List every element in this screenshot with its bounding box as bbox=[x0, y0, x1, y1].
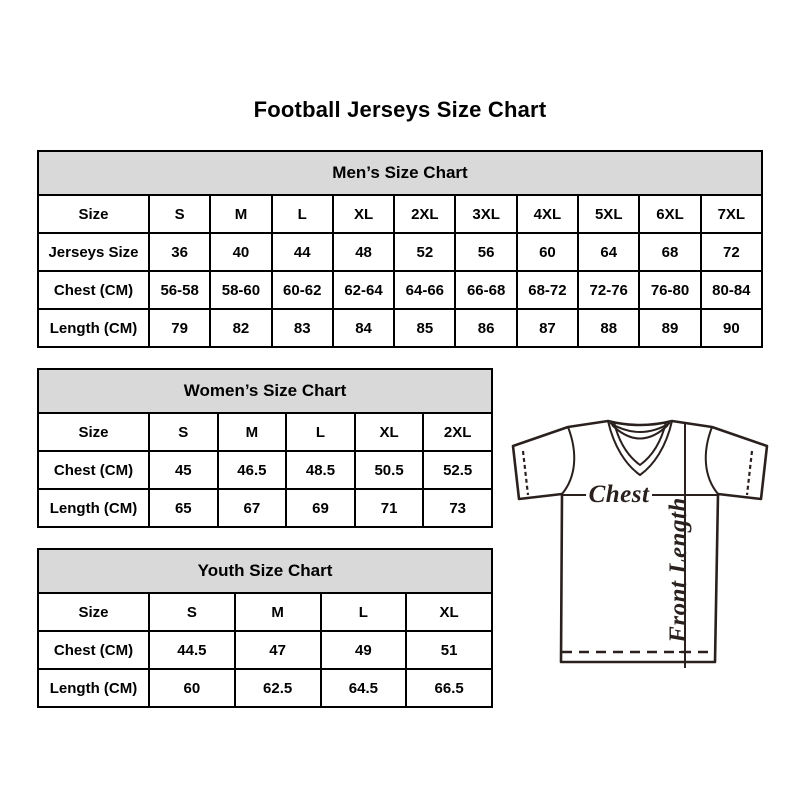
mens-cell: 3XL bbox=[455, 195, 516, 233]
mens-row-header: Chest (CM) bbox=[38, 271, 149, 309]
mens-row-header: Size bbox=[38, 195, 149, 233]
youth-cell: 51 bbox=[406, 631, 492, 669]
chest-label: Chest bbox=[588, 481, 650, 508]
womens-table-row bbox=[38, 489, 492, 527]
womens-cell: 65 bbox=[149, 489, 218, 527]
youth-cell: L bbox=[321, 593, 407, 631]
mens-cell: 40 bbox=[210, 233, 271, 271]
mens-cell: 64 bbox=[578, 233, 639, 271]
youth-table-row bbox=[38, 593, 492, 631]
mens-cell: 2XL bbox=[394, 195, 455, 233]
mens-cell: 62-64 bbox=[333, 271, 394, 309]
right-sleeve-seam bbox=[706, 427, 718, 494]
mens-row-header: Length (CM) bbox=[38, 309, 149, 347]
youth-size-table bbox=[37, 548, 493, 708]
womens-cell: 52.5 bbox=[423, 451, 492, 489]
mens-cell: 44 bbox=[272, 233, 333, 271]
womens-cell: 67 bbox=[218, 489, 287, 527]
mens-cell: 82 bbox=[210, 309, 271, 347]
womens-row-header: Size bbox=[38, 413, 149, 451]
mens-cell: M bbox=[210, 195, 271, 233]
mens-cell: S bbox=[149, 195, 210, 233]
mens-cell: 56-58 bbox=[149, 271, 210, 309]
left-sleeve-seam bbox=[562, 427, 574, 494]
youth-cell: S bbox=[149, 593, 235, 631]
mens-size-table bbox=[37, 150, 763, 348]
womens-cell: XL bbox=[355, 413, 424, 451]
youth-cell: M bbox=[235, 593, 321, 631]
womens-cell: L bbox=[286, 413, 355, 451]
womens-table bbox=[37, 368, 493, 528]
mens-cell: 85 bbox=[394, 309, 455, 347]
youth-cell: 44.5 bbox=[149, 631, 235, 669]
mens-cell: 76-80 bbox=[639, 271, 700, 309]
mens-cell: 66-68 bbox=[455, 271, 516, 309]
mens-cell: 64-66 bbox=[394, 271, 455, 309]
page-title: Football Jerseys Size Chart bbox=[253, 97, 547, 122]
mens-cell: 68-72 bbox=[517, 271, 578, 309]
youth-row-header: Chest (CM) bbox=[38, 631, 149, 669]
youth-row-header: Size bbox=[38, 593, 149, 631]
youth-cell: XL bbox=[406, 593, 492, 631]
mens-cell: 7XL bbox=[701, 195, 762, 233]
mens-cell: L bbox=[272, 195, 333, 233]
mens-cell: 4XL bbox=[517, 195, 578, 233]
youth-table-title: Youth Size Chart bbox=[38, 549, 492, 593]
womens-cell: 50.5 bbox=[355, 451, 424, 489]
mens-cell: 56 bbox=[455, 233, 516, 271]
mens-cell: 87 bbox=[517, 309, 578, 347]
mens-cell: 89 bbox=[639, 309, 700, 347]
mens-cell: 58-60 bbox=[210, 271, 271, 309]
womens-cell: 46.5 bbox=[218, 451, 287, 489]
mens-table-row bbox=[38, 271, 762, 309]
womens-table-title: Women’s Size Chart bbox=[38, 369, 492, 413]
mens-table-row bbox=[38, 195, 762, 233]
mens-table bbox=[37, 150, 763, 348]
mens-cell: 60 bbox=[517, 233, 578, 271]
womens-cell: 73 bbox=[423, 489, 492, 527]
mens-row-header: Jerseys Size bbox=[38, 233, 149, 271]
womens-table-row bbox=[38, 451, 492, 489]
mens-cell: 36 bbox=[149, 233, 210, 271]
youth-cell: 62.5 bbox=[235, 669, 321, 707]
jersey-measurement-diagram-icon bbox=[500, 405, 775, 680]
womens-row-header: Length (CM) bbox=[38, 489, 149, 527]
youth-cell: 66.5 bbox=[406, 669, 492, 707]
mens-cell: 79 bbox=[149, 309, 210, 347]
womens-cell: S bbox=[149, 413, 218, 451]
mens-table-row bbox=[38, 309, 762, 347]
mens-cell: 84 bbox=[333, 309, 394, 347]
mens-cell: 88 bbox=[578, 309, 639, 347]
mens-cell: 5XL bbox=[578, 195, 639, 233]
mens-cell: 48 bbox=[333, 233, 394, 271]
mens-cell: 6XL bbox=[639, 195, 700, 233]
right-cuff-stitch bbox=[747, 451, 752, 495]
youth-cell: 49 bbox=[321, 631, 407, 669]
youth-table-row bbox=[38, 631, 492, 669]
mens-cell: 72-76 bbox=[578, 271, 639, 309]
mens-cell: 72 bbox=[701, 233, 762, 271]
womens-cell: 45 bbox=[149, 451, 218, 489]
womens-row-header: Chest (CM) bbox=[38, 451, 149, 489]
youth-table bbox=[37, 548, 493, 708]
jersey-outline bbox=[513, 421, 767, 662]
mens-cell: 60-62 bbox=[272, 271, 333, 309]
youth-cell: 47 bbox=[235, 631, 321, 669]
womens-cell: M bbox=[218, 413, 287, 451]
womens-cell: 2XL bbox=[423, 413, 492, 451]
left-cuff-stitch bbox=[523, 451, 528, 495]
womens-cell: 71 bbox=[355, 489, 424, 527]
womens-size-table bbox=[37, 368, 493, 528]
mens-cell: 52 bbox=[394, 233, 455, 271]
womens-cell: 48.5 bbox=[286, 451, 355, 489]
mens-cell: 90 bbox=[701, 309, 762, 347]
mens-cell: 86 bbox=[455, 309, 516, 347]
youth-row-header: Length (CM) bbox=[38, 669, 149, 707]
womens-table-row bbox=[38, 413, 492, 451]
mens-cell: XL bbox=[333, 195, 394, 233]
youth-cell: 64.5 bbox=[321, 669, 407, 707]
mens-cell: 68 bbox=[639, 233, 700, 271]
front-length-label: Front Length bbox=[665, 497, 692, 643]
mens-table-title: Men’s Size Chart bbox=[38, 151, 762, 195]
womens-cell: 69 bbox=[286, 489, 355, 527]
youth-table-row bbox=[38, 669, 492, 707]
youth-cell: 60 bbox=[149, 669, 235, 707]
mens-table-row bbox=[38, 233, 762, 271]
mens-cell: 83 bbox=[272, 309, 333, 347]
mens-cell: 80-84 bbox=[701, 271, 762, 309]
